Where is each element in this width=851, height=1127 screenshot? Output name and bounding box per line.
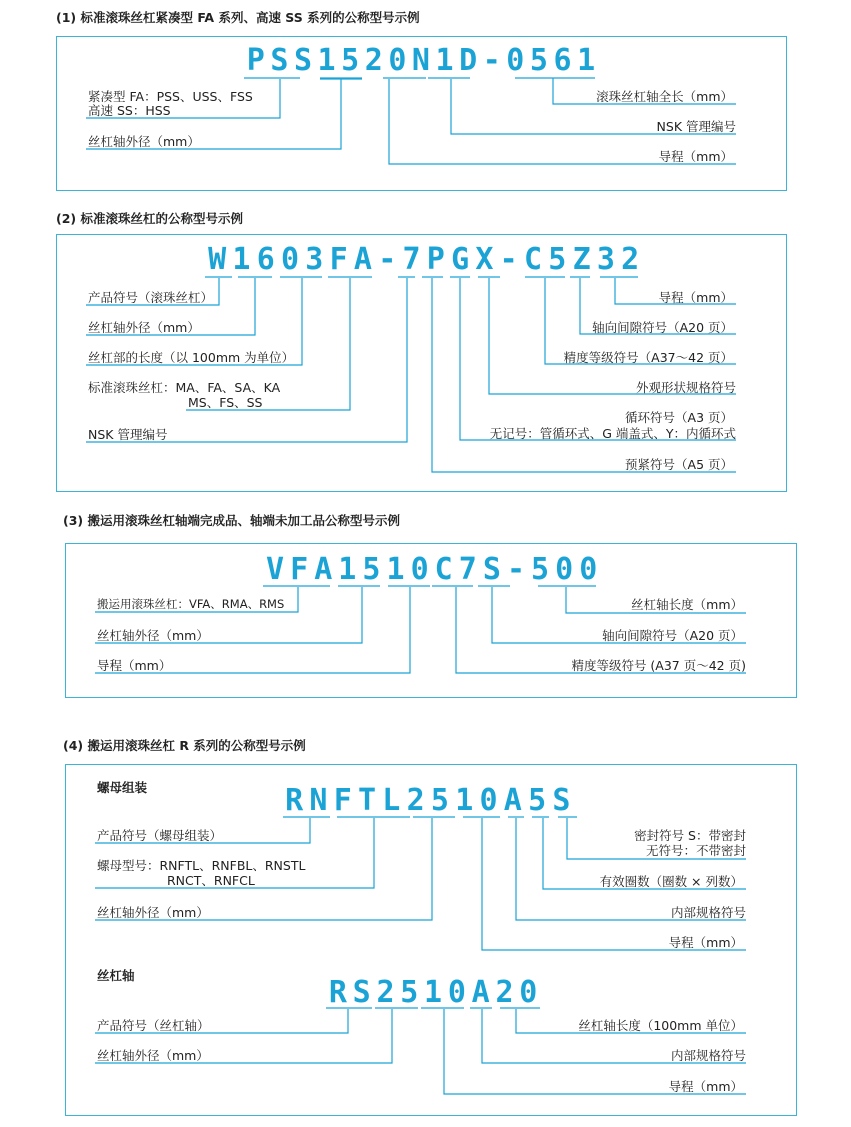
code-char: 0 bbox=[281, 242, 300, 277]
code-char: N bbox=[309, 783, 328, 818]
code-char: 1 bbox=[424, 975, 443, 1010]
connector-line bbox=[86, 79, 280, 118]
code-char: 7 bbox=[402, 242, 421, 277]
label-shaft-diameter: 丝杠轴外径（mm） bbox=[97, 628, 209, 643]
label-lead: 导程（mm） bbox=[97, 658, 172, 673]
code-char: 2 bbox=[495, 975, 514, 1010]
code-char: A bbox=[503, 783, 522, 818]
connector-line bbox=[186, 278, 350, 410]
code-char: 2 bbox=[406, 783, 425, 818]
connector-line bbox=[482, 818, 746, 950]
code-char: 0 bbox=[410, 552, 429, 587]
connector-line bbox=[95, 818, 310, 843]
code-char: - bbox=[499, 242, 518, 277]
label-nut-models-2: RNCT、RNFCL bbox=[167, 873, 255, 888]
code-char: 0 bbox=[506, 43, 525, 78]
code-char: G bbox=[451, 242, 470, 277]
connector-line bbox=[86, 278, 407, 442]
connector-line bbox=[615, 278, 736, 304]
code-char: 0 bbox=[519, 975, 538, 1010]
code-char: 5 bbox=[362, 552, 381, 587]
code-char: - bbox=[482, 43, 501, 78]
code-char: L bbox=[382, 783, 401, 818]
code-char: 7 bbox=[458, 552, 477, 587]
code-char: 0 bbox=[388, 43, 407, 78]
label-high-speed-ss: 高速 SS：HSS bbox=[88, 103, 171, 118]
section-2-title: (2) 标准滚珠丝杠的公称型号示例 bbox=[56, 211, 243, 226]
connector-line bbox=[451, 79, 736, 134]
code-char: F bbox=[290, 552, 309, 587]
code-char: 5 bbox=[531, 552, 550, 587]
label-effective-turns: 有效圈数（圈数 × 列数） bbox=[599, 874, 743, 889]
label-circulation-types: 无记号：管循环式、G 端盖式、Y：内循环式 bbox=[489, 426, 736, 441]
code-char: S bbox=[352, 975, 371, 1010]
code-char: F bbox=[333, 783, 352, 818]
code-char: P bbox=[246, 43, 265, 78]
code-char: T bbox=[358, 783, 377, 818]
code-char: S bbox=[482, 552, 501, 587]
shaft-heading: 丝杠轴 bbox=[97, 968, 135, 983]
connector-line bbox=[95, 587, 362, 643]
code-char: S bbox=[270, 43, 289, 78]
label-appearance-spec: 外观形状规格符号 bbox=[635, 380, 736, 395]
label-thread-length: 丝杠部的长度（以 100mm 为单位） bbox=[88, 350, 295, 365]
connector-line bbox=[95, 1009, 348, 1033]
connector-line bbox=[553, 78, 736, 104]
nut-heading: 螺母组装 bbox=[97, 780, 148, 795]
code-char: 5 bbox=[548, 242, 567, 277]
code-char: A bbox=[471, 975, 490, 1010]
connector-line bbox=[444, 1009, 746, 1094]
connector-line bbox=[86, 79, 362, 149]
connector-line bbox=[482, 1009, 746, 1063]
connector-line bbox=[389, 79, 736, 164]
connector-line bbox=[95, 587, 298, 612]
code-char: R bbox=[285, 783, 304, 818]
connector-line bbox=[516, 1009, 746, 1033]
connector-line bbox=[489, 278, 736, 394]
section-4-title: (4) 搬运用滚珠丝杠 R 系列的公称型号示例 bbox=[63, 738, 306, 753]
label-seal-symbol: 密封符号 S：带密封 bbox=[634, 828, 746, 843]
code-char: V bbox=[266, 552, 285, 587]
code-char: 2 bbox=[376, 975, 395, 1010]
label-standard-series: 标准滚珠丝杠：MA、FA、SA、KA bbox=[88, 380, 281, 395]
connector-line bbox=[516, 818, 746, 920]
label-total-length: 滚珠丝杠轴全长（mm） bbox=[596, 89, 733, 104]
connector-line bbox=[432, 278, 736, 472]
code-char: 1 bbox=[577, 43, 596, 78]
code-char: P bbox=[426, 242, 445, 277]
code-char: 0 bbox=[479, 783, 498, 818]
code-char: 1 bbox=[435, 43, 454, 78]
code-char: F bbox=[329, 242, 348, 277]
label-shaft-diameter: 丝杠轴外径（mm） bbox=[97, 1048, 209, 1063]
label-accuracy-grade: 精度等级符号（A37～42 页） bbox=[563, 350, 733, 365]
label-product-symbol-nut: 产品符号（螺母组装） bbox=[97, 828, 223, 843]
label-lead: 导程（mm） bbox=[668, 935, 743, 950]
label-compact-fa: 紧凑型 FA：PSS、USS、FSS bbox=[88, 89, 253, 104]
label-axial-play: 轴向间隙符号（A20 页） bbox=[602, 628, 743, 643]
code-char: 1 bbox=[317, 43, 336, 78]
label-internal-spec: 内部规格符号 bbox=[670, 905, 746, 920]
label-product-symbol: 产品符号（滚珠丝杠） bbox=[88, 290, 214, 305]
section-3-title: (3) 搬运用滚珠丝杠轴端完成品、轴端未加工品公称型号示例 bbox=[63, 513, 400, 528]
label-internal-spec: 内部规格符号 bbox=[670, 1048, 746, 1063]
code-char: D bbox=[459, 43, 478, 78]
label-standard-series-2: MS、FS、SS bbox=[188, 395, 263, 410]
code-char: 0 bbox=[447, 975, 466, 1010]
label-axial-play: 轴向间隙符号（A20 页） bbox=[592, 320, 733, 335]
code-char: 6 bbox=[256, 242, 275, 277]
label-nut-models: 螺母型号：RNFTL、RNFBL、RNSTL bbox=[97, 858, 306, 873]
connector-line bbox=[86, 278, 219, 305]
code-char: R bbox=[328, 975, 347, 1010]
code-char: A bbox=[353, 242, 372, 277]
label-shaft-diameter: 丝杠轴外径（mm） bbox=[88, 320, 200, 335]
code-char: Z bbox=[572, 242, 591, 277]
connector-line bbox=[566, 587, 746, 613]
code-char: 1 bbox=[232, 242, 251, 277]
code-char: 0 bbox=[579, 552, 598, 587]
label-nsk-code: NSK 管理编号 bbox=[656, 119, 736, 134]
connector-line bbox=[492, 587, 746, 643]
code-char: 1 bbox=[386, 552, 405, 587]
code-char: 5 bbox=[529, 43, 548, 78]
label-lead: 导程（mm） bbox=[658, 149, 733, 164]
code-char: S bbox=[293, 43, 313, 78]
connector-line bbox=[95, 818, 374, 888]
connector-line bbox=[456, 587, 746, 673]
label-accuracy-grade: 精度等级符号 (A37 页～42 页) bbox=[571, 658, 746, 673]
label-lead: 导程（mm） bbox=[658, 290, 733, 305]
code-char: 2 bbox=[621, 242, 640, 277]
label-product-symbol-shaft: 产品符号（丝杠轴） bbox=[97, 1018, 210, 1033]
code-char: 5 bbox=[430, 783, 449, 818]
label-shaft-length: 丝杠轴长度（mm） bbox=[631, 597, 743, 612]
code-char: 5 bbox=[400, 975, 419, 1010]
connector-line bbox=[545, 278, 736, 364]
section-1-title: (1) 标准滚珠丝杠紧凑型 FA 系列、高速 SS 系列的公称型号示例 bbox=[56, 10, 420, 25]
connector-line bbox=[95, 587, 410, 673]
code-char: 3 bbox=[305, 242, 324, 277]
connector-line bbox=[580, 278, 736, 334]
label-preload-symbol: 预紧符号（A5 页） bbox=[625, 457, 733, 472]
code-char: C bbox=[434, 552, 453, 587]
connector-line bbox=[86, 278, 255, 335]
label-transfer-series: 搬运用滚珠丝杠：VFA、RMA、RMS bbox=[97, 597, 285, 611]
label-shaft-diameter: 丝杠轴外径（mm） bbox=[97, 905, 209, 920]
label-shaft-length: 丝杠轴长度（100mm 单位） bbox=[578, 1018, 743, 1033]
label-circulation-symbol: 循环符号（A3 页） bbox=[625, 410, 733, 425]
code-char: N bbox=[411, 43, 430, 78]
code-char: 1 bbox=[338, 552, 357, 587]
code-char: 0 bbox=[555, 552, 574, 587]
code-char: - bbox=[378, 242, 397, 277]
code-char: 3 bbox=[596, 242, 615, 277]
connector-line bbox=[460, 278, 736, 440]
code-char: 6 bbox=[553, 43, 572, 78]
label-shaft-diameter: 丝杠轴外径（mm） bbox=[88, 134, 200, 149]
code-char: 2 bbox=[364, 43, 383, 78]
connector-line bbox=[86, 278, 302, 365]
connector-line bbox=[543, 818, 746, 889]
code-char: 5 bbox=[528, 783, 547, 818]
label-nsk-code: NSK 管理编号 bbox=[88, 427, 168, 442]
code-char: S bbox=[552, 783, 571, 818]
code-char: C bbox=[523, 242, 543, 277]
code-char: - bbox=[506, 552, 526, 587]
label-lead: 导程（mm） bbox=[668, 1079, 743, 1094]
code-char: X bbox=[475, 242, 494, 277]
label-no-seal: 无符号：不带密封 bbox=[645, 843, 746, 858]
code-char: 1 bbox=[455, 783, 474, 818]
code-char: A bbox=[314, 552, 333, 587]
code-char: 5 bbox=[341, 43, 360, 78]
connector-line bbox=[567, 818, 746, 859]
connector-line bbox=[95, 818, 432, 920]
code-char: W bbox=[208, 242, 227, 277]
